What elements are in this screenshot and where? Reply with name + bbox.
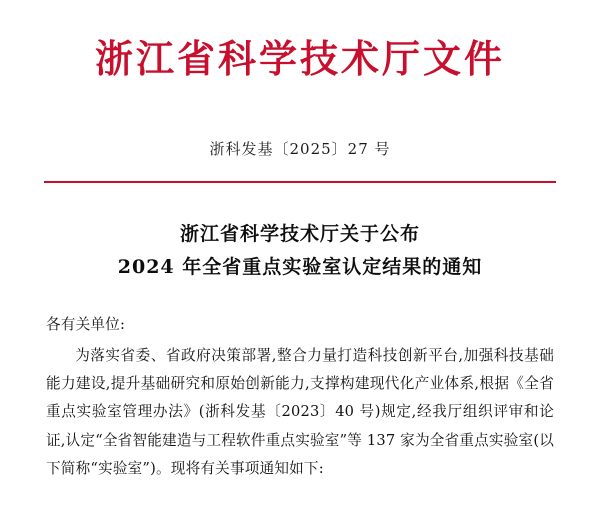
document-body (46, 311, 554, 484)
document-title (0, 219, 600, 285)
document-masthead: 浙江省科学技术厅文件 (94, 36, 505, 81)
document-title-line-2: 2024 年全省重点实验室认定结果的通知 (117, 255, 483, 278)
document-title-line-1: 浙江省科学技术厅关于公布 (179, 222, 420, 245)
document-salutation: 各有关单位: (46, 316, 126, 334)
document-number: 浙科发基〔2025〕27 号 (209, 139, 391, 158)
red-divider-rule (44, 181, 556, 183)
document-paragraph-1: 为落实省委、省政府决策部署,整合力量打造科技创新平台,加强科技基础能力建设,提升基础研究和原始创新能力,支撑构建现代化产业体系,根据《全省重点实验室管理办法》(浙科发基〔2023〕40 号)规定,经我厅组织评审和论证,认定“全省智能建造与工程软件重点实验室”等 137 家为全省重点实验室(以下简称“实验室”)。现将有关事项通知如下: (46, 346, 555, 478)
